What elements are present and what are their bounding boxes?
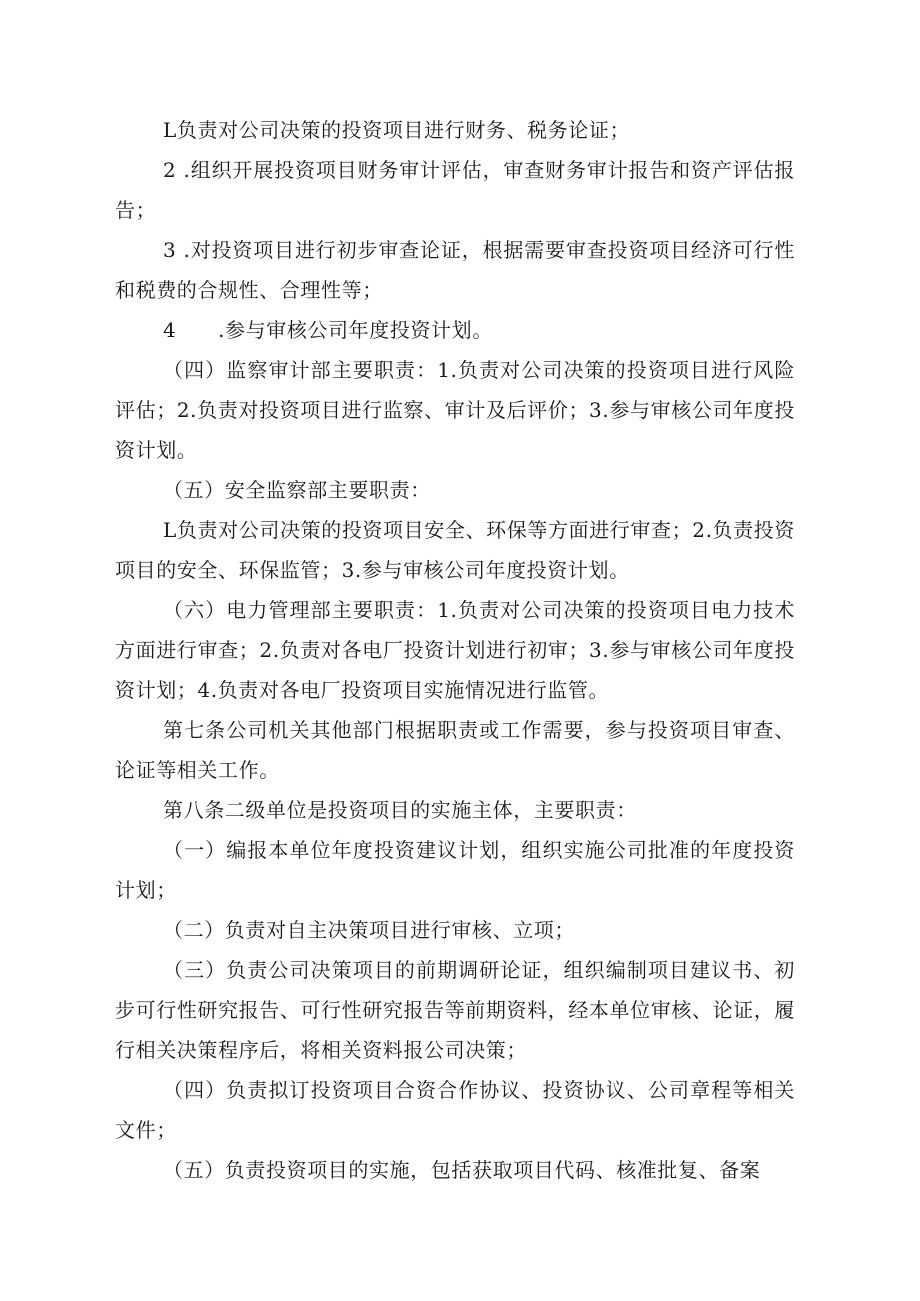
- paragraph-safety-duties: L负责对公司决策的投资项目安全、环保等方面进行审查；2.负责投资项目的安全、环保监管；3.参与审核公司年度投资计划。: [115, 518, 796, 582]
- paragraph-finance-item-2: 2 .组织开展投资项目财务审计评估，审查财务审计报告和资产评估报告；: [115, 158, 795, 222]
- paragraph-article-8-item-3: （三）负责公司决策项目的前期调研论证，组织编制项目建议书、初步可行性研究报告、可行性研究报告等前期资料，经本单位审核、论证，履行相关决策程序后，将相关资料报公司决策；: [115, 958, 795, 1062]
- paragraph-article-8-item-2: （二）负责对自主决策项目进行审核、立项；: [163, 918, 575, 942]
- paragraph-article-8-item-5: （五）负责投资项目的实施，包括获取项目代码、核准批复、备案: [163, 1158, 761, 1182]
- paragraph-article-7: 第七条公司机关其他部门根据职责或工作需要，参与投资项目审查、论证等相关工作。: [115, 718, 795, 782]
- paragraph-finance-item-3: 3 .对投资项目进行初步审查论证，根据需要审查投资项目经济可行性和税费的合规性、合理性等；: [115, 238, 795, 302]
- paragraph-finance-item-4: 4 .参与审核公司年度投资计划。: [163, 318, 493, 342]
- paragraph-article-8-item-1: （一）编报本单位年度投资建议计划，组织实施公司批准的年度投资计划；: [115, 838, 795, 902]
- paragraph-power-duties: （六）电力管理部主要职责：1.负责对公司决策的投资项目电力技术方面进行审查；2.负责对各电厂投资计划进行初审；3.参与审核公司年度投资计划；4.负责对各电厂投资项目实施情况进行监管。: [115, 598, 795, 702]
- paragraph-safety-heading: （五）安全监察部主要职责：: [163, 478, 431, 502]
- paragraph-audit-duties: （四）监察审计部主要职责：1.负责对公司决策的投资项目进行风险评估；2.负责对投资项目进行监察、审计及后评价；3.参与审核公司年度投资计划。: [115, 358, 795, 462]
- paragraph-article-8-item-4: （四）负责拟订投资项目合资合作协议、投资协议、公司章程等相关文件；: [115, 1078, 795, 1142]
- paragraph-finance-item-1: L负责对公司决策的投资项目进行财务、税务论证；: [163, 118, 631, 142]
- paragraph-article-8: 第八条二级单位是投资项目的实施主体，主要职责：: [163, 798, 637, 822]
- document-body: [115, 110, 795, 1190]
